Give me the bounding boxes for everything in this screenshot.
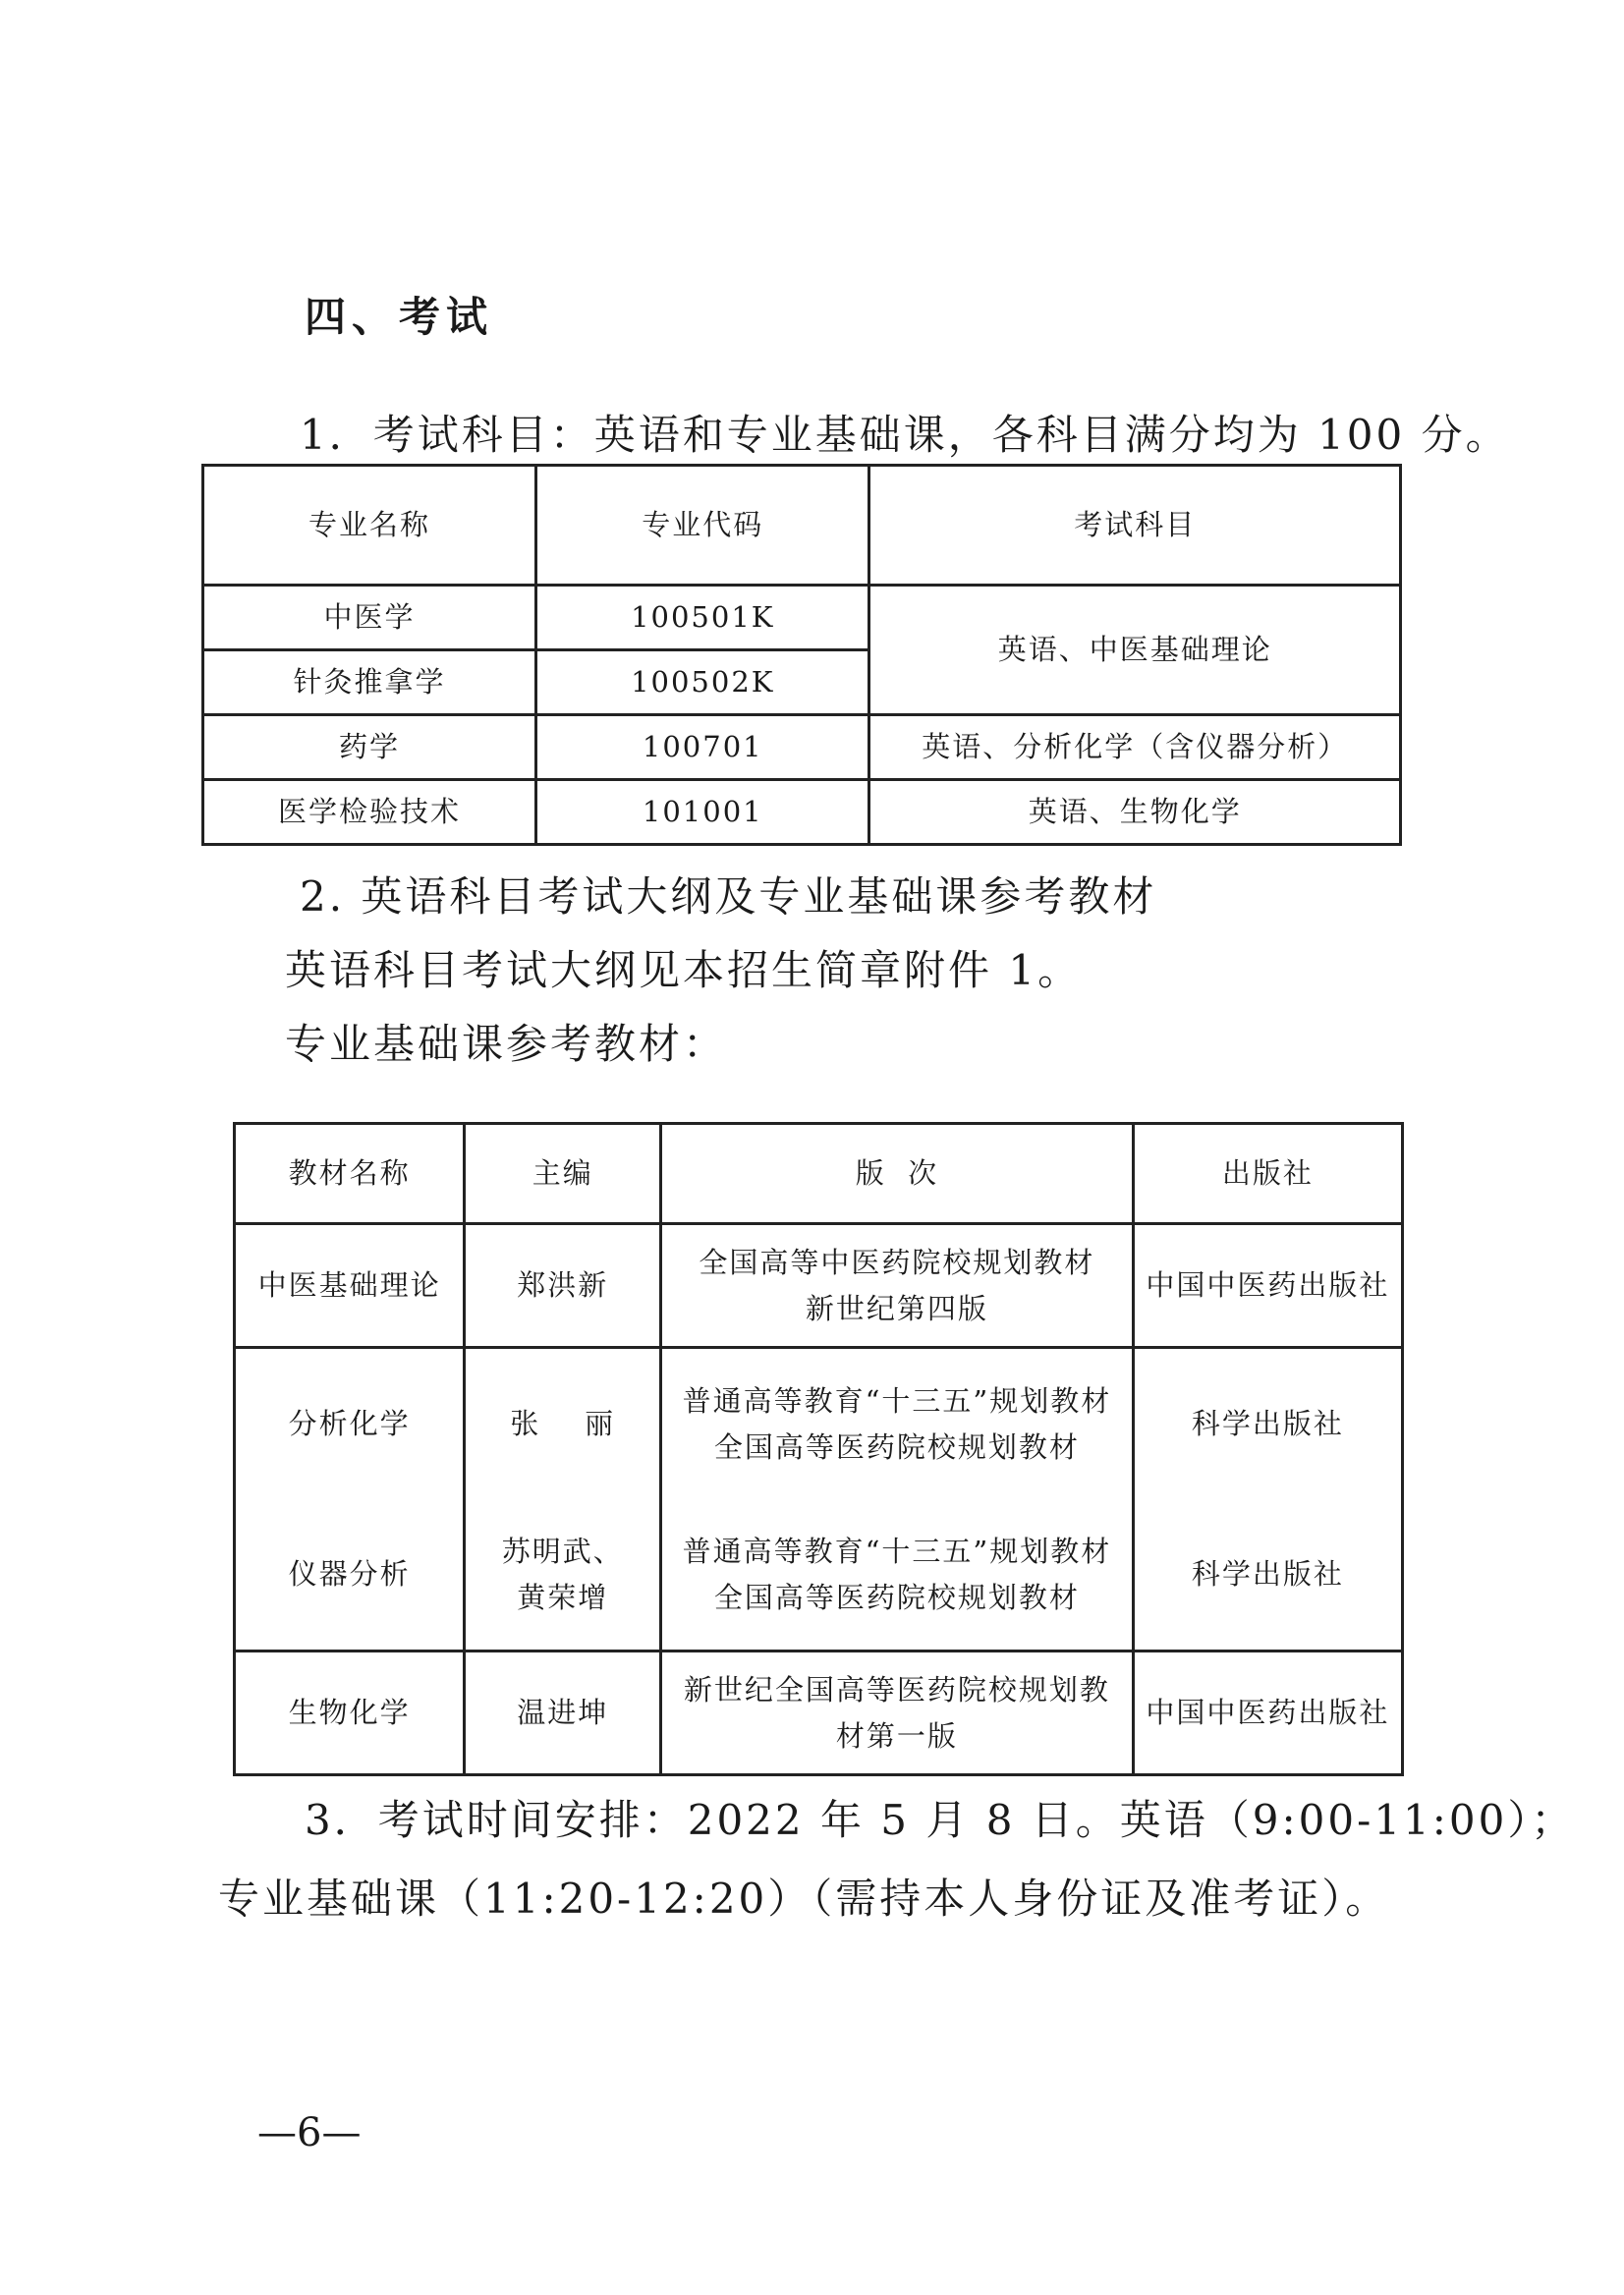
edition	[661, 1224, 1134, 1348]
table-row	[203, 715, 1401, 780]
table-row	[235, 1224, 1403, 1348]
edition-line: 全国高等医药院校规划教材	[713, 1580, 1080, 1614]
table-header-row	[235, 1124, 1403, 1224]
editor	[465, 1348, 661, 1651]
publisher: 中国中医药出版社	[1133, 1224, 1402, 1348]
header-editor: 主编	[465, 1124, 661, 1224]
header-textbook-name: 教材名称	[235, 1124, 465, 1224]
exam-schedule-paragraph-cont: 专业基础课（11:20-12:20）（需持本人身份证及准考证）。	[218, 1875, 1390, 1923]
major-code: 101001	[536, 780, 869, 845]
edition-line: 全国高等医药院校规划教材	[713, 1429, 1080, 1464]
edition	[661, 1348, 1134, 1651]
textbooks-label: 专业基础课参考教材：	[285, 1020, 728, 1068]
editor-line: 苏明武、	[501, 1535, 624, 1569]
editor-text: 张 丽	[510, 1407, 616, 1441]
edition-line: 材第一版	[835, 1718, 958, 1753]
exam-schedule-paragraph: 3．考试时间安排：2022 年 5 月 8 日。英语（9:00-11:00）；	[305, 1796, 1576, 1844]
header-major-name: 专业名称	[203, 466, 536, 586]
major-name: 针灸推拿学	[203, 650, 536, 715]
edition-line: 全国高等中医药院校规划教材	[699, 1246, 1095, 1280]
editor-line: 黄荣增	[517, 1580, 609, 1614]
table-header-row	[203, 466, 1401, 586]
textbook-name	[235, 1348, 465, 1651]
english-syllabus-note: 英语科目考试大纲见本招生简章附件 1。	[285, 946, 1083, 994]
textbooks-table	[233, 1122, 1404, 1776]
publisher: 中国中医药出版社	[1133, 1651, 1402, 1775]
exam-subjects: 英语、中医基础理论	[869, 586, 1401, 715]
publisher	[1133, 1348, 1402, 1651]
textbook-name-text: 仪器分析	[288, 1557, 411, 1592]
edition-line: 新世纪全国高等医药院校规划教	[683, 1673, 1110, 1707]
table-row	[235, 1348, 1403, 1651]
header-major-code: 专业代码	[536, 466, 869, 586]
textbook-name: 中医基础理论	[235, 1224, 465, 1348]
edition-line: 新世纪第四版	[805, 1291, 988, 1325]
section-heading: 四、考试	[305, 293, 494, 341]
textbook-name-text: 分析化学	[288, 1407, 411, 1441]
exam-subjects-paragraph: 1．考试科目：英语和专业基础课，各科目满分均为 100 分。	[300, 411, 1510, 459]
header-edition: 版 次	[661, 1124, 1134, 1224]
editor: 温进坤	[465, 1651, 661, 1775]
editor: 郑洪新	[465, 1224, 661, 1348]
major-code: 100701	[536, 715, 869, 780]
page-number: —6—	[257, 2110, 362, 2155]
major-name: 药学	[203, 715, 536, 780]
publisher-text: 科学出版社	[1191, 1407, 1344, 1441]
exam-subjects: 英语、生物化学	[869, 780, 1401, 845]
major-name: 中医学	[203, 586, 536, 650]
major-code: 100502K	[536, 650, 869, 715]
edition-line: 普通高等教育“十三五”规划教材	[682, 1535, 1112, 1569]
textbook-name: 生物化学	[235, 1651, 465, 1775]
major-code: 100501K	[536, 586, 869, 650]
edition	[661, 1651, 1134, 1775]
header-exam-subjects: 考试科目	[869, 466, 1401, 586]
table-row	[235, 1651, 1403, 1775]
table-row	[203, 586, 1401, 650]
exam-subjects: 英语、分析化学（含仪器分析）	[869, 715, 1401, 780]
syllabus-heading: 2. 英语科目考试大纲及专业基础课参考教材	[300, 872, 1157, 921]
editor-text	[466, 1499, 659, 1650]
edition-block	[662, 1499, 1132, 1650]
publisher-text: 科学出版社	[1191, 1557, 1344, 1592]
edition-block	[662, 1349, 1132, 1499]
major-name: 医学检验技术	[203, 780, 536, 845]
header-publisher: 出版社	[1133, 1124, 1402, 1224]
table-row	[203, 780, 1401, 845]
edition-line: 普通高等教育“十三五”规划教材	[682, 1384, 1112, 1419]
exam-subjects-table	[201, 464, 1402, 846]
